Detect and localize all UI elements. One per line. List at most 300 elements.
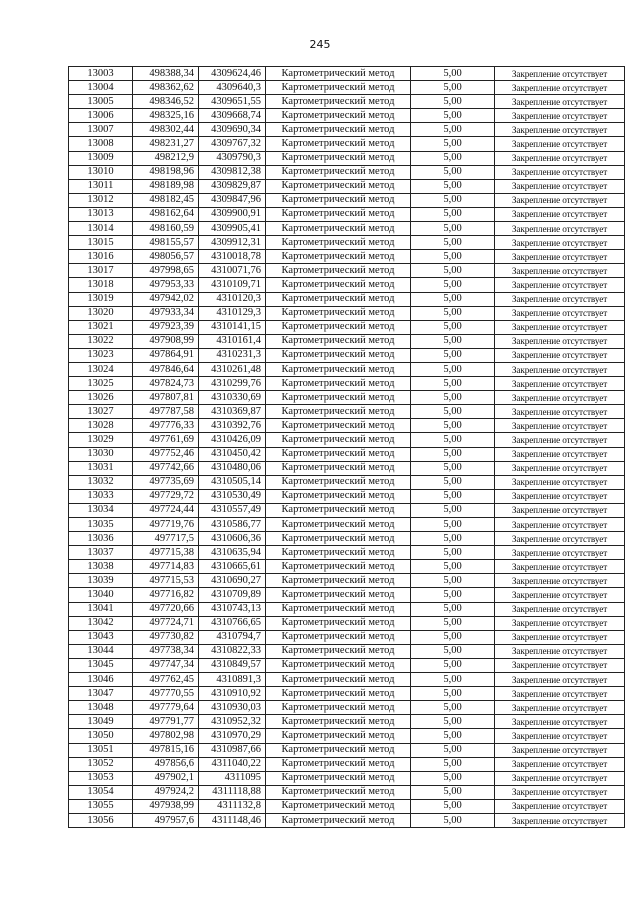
- precision-cell: 5,00: [411, 193, 495, 207]
- point-id-cell: 13037: [69, 546, 133, 560]
- point-id-cell: 13041: [69, 602, 133, 616]
- x-coordinate-cell: 497715,38: [133, 546, 199, 560]
- precision-cell: 5,00: [411, 264, 495, 278]
- table-row: [69, 165, 625, 179]
- y-coordinate-cell: 4310330,69: [199, 391, 266, 405]
- precision-cell: 5,00: [411, 81, 495, 95]
- point-id-cell: 13024: [69, 362, 133, 376]
- table-row: [69, 405, 625, 419]
- method-cell: Картометрический метод: [266, 475, 411, 489]
- x-coordinate-cell: 497957,6: [133, 813, 199, 827]
- point-id-cell: 13014: [69, 222, 133, 236]
- table-row: [69, 433, 625, 447]
- table-row: [69, 306, 625, 320]
- x-coordinate-cell: 497730,82: [133, 630, 199, 644]
- precision-cell: 5,00: [411, 729, 495, 743]
- table-row: [69, 588, 625, 602]
- method-cell: Картометрический метод: [266, 785, 411, 799]
- fixation-note-cell: Закрепление отсутствует: [495, 433, 625, 447]
- x-coordinate-cell: 498346,52: [133, 95, 199, 109]
- precision-cell: 5,00: [411, 813, 495, 827]
- fixation-note-cell: Закрепление отсутствует: [495, 391, 625, 405]
- fixation-note-cell: Закрепление отсутствует: [495, 616, 625, 630]
- fixation-note-cell: Закрепление отсутствует: [495, 785, 625, 799]
- precision-cell: 5,00: [411, 475, 495, 489]
- y-coordinate-cell: 4310910,92: [199, 687, 266, 701]
- method-cell: Картометрический метод: [266, 447, 411, 461]
- precision-cell: 5,00: [411, 503, 495, 517]
- x-coordinate-cell: 497742,66: [133, 461, 199, 475]
- y-coordinate-cell: 4310743,13: [199, 602, 266, 616]
- method-cell: Картометрический метод: [266, 207, 411, 221]
- method-cell: Картометрический метод: [266, 532, 411, 546]
- precision-cell: 5,00: [411, 616, 495, 630]
- x-coordinate-cell: 497776,33: [133, 419, 199, 433]
- point-id-cell: 13015: [69, 236, 133, 250]
- x-coordinate-cell: 497724,44: [133, 503, 199, 517]
- precision-cell: 5,00: [411, 560, 495, 574]
- fixation-note-cell: Закрепление отсутствует: [495, 546, 625, 560]
- precision-cell: 5,00: [411, 489, 495, 503]
- fixation-note-cell: Закрепление отсутствует: [495, 165, 625, 179]
- method-cell: Картометрический метод: [266, 588, 411, 602]
- y-coordinate-cell: 4309905,41: [199, 222, 266, 236]
- table-row: [69, 250, 625, 264]
- point-id-cell: 13009: [69, 151, 133, 165]
- y-coordinate-cell: 4311118,88: [199, 785, 266, 799]
- x-coordinate-cell: 497747,34: [133, 658, 199, 672]
- x-coordinate-cell: 497787,58: [133, 405, 199, 419]
- method-cell: Картометрический метод: [266, 743, 411, 757]
- method-cell: Картометрический метод: [266, 278, 411, 292]
- fixation-note-cell: Закрепление отсутствует: [495, 405, 625, 419]
- precision-cell: 5,00: [411, 137, 495, 151]
- precision-cell: 5,00: [411, 419, 495, 433]
- table-row: [69, 95, 625, 109]
- precision-cell: 5,00: [411, 532, 495, 546]
- x-coordinate-cell: 497938,99: [133, 799, 199, 813]
- precision-cell: 5,00: [411, 179, 495, 193]
- x-coordinate-cell: 497856,6: [133, 757, 199, 771]
- method-cell: Картометрический метод: [266, 334, 411, 348]
- fixation-note-cell: Закрепление отсутствует: [495, 207, 625, 221]
- x-coordinate-cell: 497902,1: [133, 771, 199, 785]
- x-coordinate-cell: 497864,91: [133, 348, 199, 362]
- point-id-cell: 13049: [69, 715, 133, 729]
- table-row: [69, 546, 625, 560]
- table-row: [69, 67, 625, 81]
- fixation-note-cell: Закрепление отсутствует: [495, 757, 625, 771]
- y-coordinate-cell: 4310586,77: [199, 518, 266, 532]
- x-coordinate-cell: 498302,44: [133, 123, 199, 137]
- y-coordinate-cell: 4310161,4: [199, 334, 266, 348]
- table-row: [69, 503, 625, 517]
- point-id-cell: 13056: [69, 813, 133, 827]
- fixation-note-cell: Закрепление отсутствует: [495, 630, 625, 644]
- precision-cell: 5,00: [411, 799, 495, 813]
- point-id-cell: 13019: [69, 292, 133, 306]
- method-cell: Картометрический метод: [266, 348, 411, 362]
- method-cell: Картометрический метод: [266, 813, 411, 827]
- method-cell: Картометрический метод: [266, 123, 411, 137]
- table-row: [69, 715, 625, 729]
- y-coordinate-cell: 4310231,3: [199, 348, 266, 362]
- method-cell: Картометрический метод: [266, 701, 411, 715]
- precision-cell: 5,00: [411, 306, 495, 320]
- table-row: [69, 532, 625, 546]
- table-row: [69, 560, 625, 574]
- method-cell: Картометрический метод: [266, 630, 411, 644]
- point-id-cell: 13004: [69, 81, 133, 95]
- method-cell: Картометрический метод: [266, 151, 411, 165]
- method-cell: Картометрический метод: [266, 461, 411, 475]
- x-coordinate-cell: 498155,57: [133, 236, 199, 250]
- fixation-note-cell: Закрепление отсутствует: [495, 419, 625, 433]
- y-coordinate-cell: 4311148,46: [199, 813, 266, 827]
- table-row: [69, 137, 625, 151]
- fixation-note-cell: Закрепление отсутствует: [495, 673, 625, 687]
- y-coordinate-cell: 4310530,49: [199, 489, 266, 503]
- point-id-cell: 13022: [69, 334, 133, 348]
- fixation-note-cell: Закрепление отсутствует: [495, 109, 625, 123]
- x-coordinate-cell: 497720,66: [133, 602, 199, 616]
- coordinates-table-body: [69, 67, 625, 828]
- table-row: [69, 616, 625, 630]
- table-row: [69, 179, 625, 193]
- point-id-cell: 13027: [69, 405, 133, 419]
- point-id-cell: 13018: [69, 278, 133, 292]
- y-coordinate-cell: 4309690,34: [199, 123, 266, 137]
- method-cell: Картометрический метод: [266, 433, 411, 447]
- precision-cell: 5,00: [411, 757, 495, 771]
- method-cell: Картометрический метод: [266, 109, 411, 123]
- x-coordinate-cell: 497807,81: [133, 391, 199, 405]
- y-coordinate-cell: 4310987,66: [199, 743, 266, 757]
- point-id-cell: 13032: [69, 475, 133, 489]
- point-id-cell: 13045: [69, 658, 133, 672]
- x-coordinate-cell: 498189,98: [133, 179, 199, 193]
- method-cell: Картометрический метод: [266, 518, 411, 532]
- point-id-cell: 13010: [69, 165, 133, 179]
- fixation-note-cell: Закрепление отсутствует: [495, 320, 625, 334]
- point-id-cell: 13030: [69, 447, 133, 461]
- y-coordinate-cell: 4309767,32: [199, 137, 266, 151]
- y-coordinate-cell: 4310635,94: [199, 546, 266, 560]
- x-coordinate-cell: 497923,39: [133, 320, 199, 334]
- point-id-cell: 13026: [69, 391, 133, 405]
- precision-cell: 5,00: [411, 377, 495, 391]
- precision-cell: 5,00: [411, 644, 495, 658]
- x-coordinate-cell: 497717,5: [133, 532, 199, 546]
- precision-cell: 5,00: [411, 518, 495, 532]
- method-cell: Картометрический метод: [266, 771, 411, 785]
- precision-cell: 5,00: [411, 687, 495, 701]
- x-coordinate-cell: 497908,99: [133, 334, 199, 348]
- method-cell: Картометрический метод: [266, 362, 411, 376]
- x-coordinate-cell: 498162,64: [133, 207, 199, 221]
- x-coordinate-cell: 497779,64: [133, 701, 199, 715]
- x-coordinate-cell: 498160,59: [133, 222, 199, 236]
- x-coordinate-cell: 497752,46: [133, 447, 199, 461]
- point-id-cell: 13028: [69, 419, 133, 433]
- point-id-cell: 13035: [69, 518, 133, 532]
- fixation-note-cell: Закрепление отсутствует: [495, 264, 625, 278]
- fixation-note-cell: Закрепление отсутствует: [495, 461, 625, 475]
- method-cell: Картометрический метод: [266, 95, 411, 109]
- method-cell: Картометрический метод: [266, 729, 411, 743]
- table-row: [69, 489, 625, 503]
- y-coordinate-cell: 4310426,09: [199, 433, 266, 447]
- x-coordinate-cell: 497802,98: [133, 729, 199, 743]
- table-row: [69, 320, 625, 334]
- point-id-cell: 13025: [69, 377, 133, 391]
- fixation-note-cell: Закрепление отсутствует: [495, 81, 625, 95]
- table-row: [69, 687, 625, 701]
- point-id-cell: 13029: [69, 433, 133, 447]
- table-row: [69, 334, 625, 348]
- x-coordinate-cell: 497715,53: [133, 574, 199, 588]
- y-coordinate-cell: 4310109,71: [199, 278, 266, 292]
- table-row: [69, 419, 625, 433]
- fixation-note-cell: Закрепление отсутствует: [495, 644, 625, 658]
- y-coordinate-cell: 4310480,06: [199, 461, 266, 475]
- fixation-note-cell: Закрепление отсутствует: [495, 250, 625, 264]
- y-coordinate-cell: 4310606,36: [199, 532, 266, 546]
- y-coordinate-cell: 4310392,76: [199, 419, 266, 433]
- table-row: [69, 658, 625, 672]
- x-coordinate-cell: 497719,76: [133, 518, 199, 532]
- y-coordinate-cell: 4309900,91: [199, 207, 266, 221]
- fixation-note-cell: Закрепление отсутствует: [495, 743, 625, 757]
- table-row: [69, 278, 625, 292]
- fixation-note-cell: Закрепление отсутствует: [495, 362, 625, 376]
- x-coordinate-cell: 497770,55: [133, 687, 199, 701]
- method-cell: Картометрический метод: [266, 377, 411, 391]
- method-cell: Картометрический метод: [266, 644, 411, 658]
- y-coordinate-cell: 4310071,76: [199, 264, 266, 278]
- method-cell: Картометрический метод: [266, 799, 411, 813]
- fixation-note-cell: Закрепление отсутствует: [495, 658, 625, 672]
- method-cell: Картометрический метод: [266, 222, 411, 236]
- x-coordinate-cell: 497824,73: [133, 377, 199, 391]
- y-coordinate-cell: 4310557,49: [199, 503, 266, 517]
- method-cell: Картометрический метод: [266, 602, 411, 616]
- precision-cell: 5,00: [411, 123, 495, 137]
- fixation-note-cell: Закрепление отсутствует: [495, 334, 625, 348]
- y-coordinate-cell: 4310129,3: [199, 306, 266, 320]
- point-id-cell: 13036: [69, 532, 133, 546]
- precision-cell: 5,00: [411, 785, 495, 799]
- y-coordinate-cell: 4310018,78: [199, 250, 266, 264]
- table-row: [69, 644, 625, 658]
- fixation-note-cell: Закрепление отсутствует: [495, 95, 625, 109]
- point-id-cell: 13005: [69, 95, 133, 109]
- point-id-cell: 13008: [69, 137, 133, 151]
- method-cell: Картометрический метод: [266, 616, 411, 630]
- method-cell: Картометрический метод: [266, 250, 411, 264]
- fixation-note-cell: Закрепление отсутствует: [495, 701, 625, 715]
- point-id-cell: 13034: [69, 503, 133, 517]
- precision-cell: 5,00: [411, 334, 495, 348]
- table-row: [69, 109, 625, 123]
- point-id-cell: 13003: [69, 67, 133, 81]
- point-id-cell: 13031: [69, 461, 133, 475]
- fixation-note-cell: Закрепление отсутствует: [495, 278, 625, 292]
- page-number: 245: [309, 38, 331, 51]
- table-row: [69, 813, 625, 827]
- y-coordinate-cell: 4309668,74: [199, 109, 266, 123]
- precision-cell: 5,00: [411, 715, 495, 729]
- point-id-cell: 13047: [69, 687, 133, 701]
- precision-cell: 5,00: [411, 391, 495, 405]
- method-cell: Картометрический метод: [266, 165, 411, 179]
- method-cell: Картометрический метод: [266, 489, 411, 503]
- point-id-cell: 13054: [69, 785, 133, 799]
- fixation-note-cell: Закрепление отсутствует: [495, 222, 625, 236]
- y-coordinate-cell: 4310665,61: [199, 560, 266, 574]
- point-id-cell: 13017: [69, 264, 133, 278]
- x-coordinate-cell: 498325,16: [133, 109, 199, 123]
- precision-cell: 5,00: [411, 447, 495, 461]
- method-cell: Картометрический метод: [266, 658, 411, 672]
- y-coordinate-cell: 4311040,22: [199, 757, 266, 771]
- point-id-cell: 13046: [69, 673, 133, 687]
- point-id-cell: 13038: [69, 560, 133, 574]
- x-coordinate-cell: 497762,45: [133, 673, 199, 687]
- precision-cell: 5,00: [411, 278, 495, 292]
- table-row: [69, 799, 625, 813]
- x-coordinate-cell: 497738,34: [133, 644, 199, 658]
- method-cell: Картометрический метод: [266, 292, 411, 306]
- table-row: [69, 602, 625, 616]
- precision-cell: 5,00: [411, 67, 495, 81]
- table-row: [69, 207, 625, 221]
- fixation-note-cell: Закрепление отсутствует: [495, 560, 625, 574]
- precision-cell: 5,00: [411, 574, 495, 588]
- table-row: [69, 81, 625, 95]
- point-id-cell: 13012: [69, 193, 133, 207]
- precision-cell: 5,00: [411, 673, 495, 687]
- precision-cell: 5,00: [411, 95, 495, 109]
- y-coordinate-cell: 4310794,7: [199, 630, 266, 644]
- precision-cell: 5,00: [411, 701, 495, 715]
- point-id-cell: 13051: [69, 743, 133, 757]
- table-row: [69, 391, 625, 405]
- y-coordinate-cell: 4310822,33: [199, 644, 266, 658]
- method-cell: Картометрический метод: [266, 179, 411, 193]
- precision-cell: 5,00: [411, 405, 495, 419]
- point-id-cell: 13033: [69, 489, 133, 503]
- method-cell: Картометрический метод: [266, 560, 411, 574]
- point-id-cell: 13023: [69, 348, 133, 362]
- fixation-note-cell: Закрепление отсутствует: [495, 687, 625, 701]
- point-id-cell: 13020: [69, 306, 133, 320]
- x-coordinate-cell: 497998,65: [133, 264, 199, 278]
- precision-cell: 5,00: [411, 362, 495, 376]
- y-coordinate-cell: 4309829,87: [199, 179, 266, 193]
- method-cell: Картометрический метод: [266, 715, 411, 729]
- fixation-note-cell: Закрепление отсутствует: [495, 236, 625, 250]
- table-row: [69, 785, 625, 799]
- point-id-cell: 13040: [69, 588, 133, 602]
- x-coordinate-cell: 498212,9: [133, 151, 199, 165]
- x-coordinate-cell: 497724,71: [133, 616, 199, 630]
- x-coordinate-cell: 498056,57: [133, 250, 199, 264]
- x-coordinate-cell: 498388,34: [133, 67, 199, 81]
- point-id-cell: 13052: [69, 757, 133, 771]
- point-id-cell: 13011: [69, 179, 133, 193]
- coordinates-table: [68, 66, 625, 828]
- precision-cell: 5,00: [411, 602, 495, 616]
- table-row: [69, 264, 625, 278]
- y-coordinate-cell: 4310766,65: [199, 616, 266, 630]
- method-cell: Картометрический метод: [266, 574, 411, 588]
- y-coordinate-cell: 4310261,48: [199, 362, 266, 376]
- x-coordinate-cell: 497953,33: [133, 278, 199, 292]
- precision-cell: 5,00: [411, 109, 495, 123]
- point-id-cell: 13044: [69, 644, 133, 658]
- table-row: [69, 771, 625, 785]
- table-row: [69, 236, 625, 250]
- precision-cell: 5,00: [411, 348, 495, 362]
- fixation-note-cell: Закрепление отсутствует: [495, 799, 625, 813]
- fixation-note-cell: Закрепление отсутствует: [495, 813, 625, 827]
- fixation-note-cell: Закрепление отсутствует: [495, 503, 625, 517]
- precision-cell: 5,00: [411, 320, 495, 334]
- precision-cell: 5,00: [411, 546, 495, 560]
- y-coordinate-cell: 4310690,27: [199, 574, 266, 588]
- method-cell: Картометрический метод: [266, 81, 411, 95]
- table-row: [69, 461, 625, 475]
- y-coordinate-cell: 4310891,3: [199, 673, 266, 687]
- point-id-cell: 13053: [69, 771, 133, 785]
- fixation-note-cell: Закрепление отсутствует: [495, 574, 625, 588]
- fixation-note-cell: Закрепление отсутствует: [495, 67, 625, 81]
- method-cell: Картометрический метод: [266, 137, 411, 151]
- point-id-cell: 13043: [69, 630, 133, 644]
- y-coordinate-cell: 4310930,03: [199, 701, 266, 715]
- precision-cell: 5,00: [411, 165, 495, 179]
- y-coordinate-cell: 4309624,46: [199, 67, 266, 81]
- table-row: [69, 447, 625, 461]
- table-row: [69, 743, 625, 757]
- point-id-cell: 13013: [69, 207, 133, 221]
- method-cell: Картометрический метод: [266, 264, 411, 278]
- y-coordinate-cell: 4310120,3: [199, 292, 266, 306]
- y-coordinate-cell: 4310505,14: [199, 475, 266, 489]
- y-coordinate-cell: 4311095: [199, 771, 266, 785]
- fixation-note-cell: Закрепление отсутствует: [495, 518, 625, 532]
- y-coordinate-cell: 4310709,89: [199, 588, 266, 602]
- fixation-note-cell: Закрепление отсутствует: [495, 715, 625, 729]
- x-coordinate-cell: 497846,64: [133, 362, 199, 376]
- x-coordinate-cell: 497924,2: [133, 785, 199, 799]
- x-coordinate-cell: 497942,02: [133, 292, 199, 306]
- table-row: [69, 518, 625, 532]
- point-id-cell: 13016: [69, 250, 133, 264]
- x-coordinate-cell: 497791,77: [133, 715, 199, 729]
- precision-cell: 5,00: [411, 588, 495, 602]
- method-cell: Картометрический метод: [266, 503, 411, 517]
- precision-cell: 5,00: [411, 630, 495, 644]
- x-coordinate-cell: 497716,82: [133, 588, 199, 602]
- fixation-note-cell: Закрепление отсутствует: [495, 771, 625, 785]
- x-coordinate-cell: 497761,69: [133, 433, 199, 447]
- point-id-cell: 13048: [69, 701, 133, 715]
- fixation-note-cell: Закрепление отсутствует: [495, 348, 625, 362]
- table-row: [69, 673, 625, 687]
- point-id-cell: 13055: [69, 799, 133, 813]
